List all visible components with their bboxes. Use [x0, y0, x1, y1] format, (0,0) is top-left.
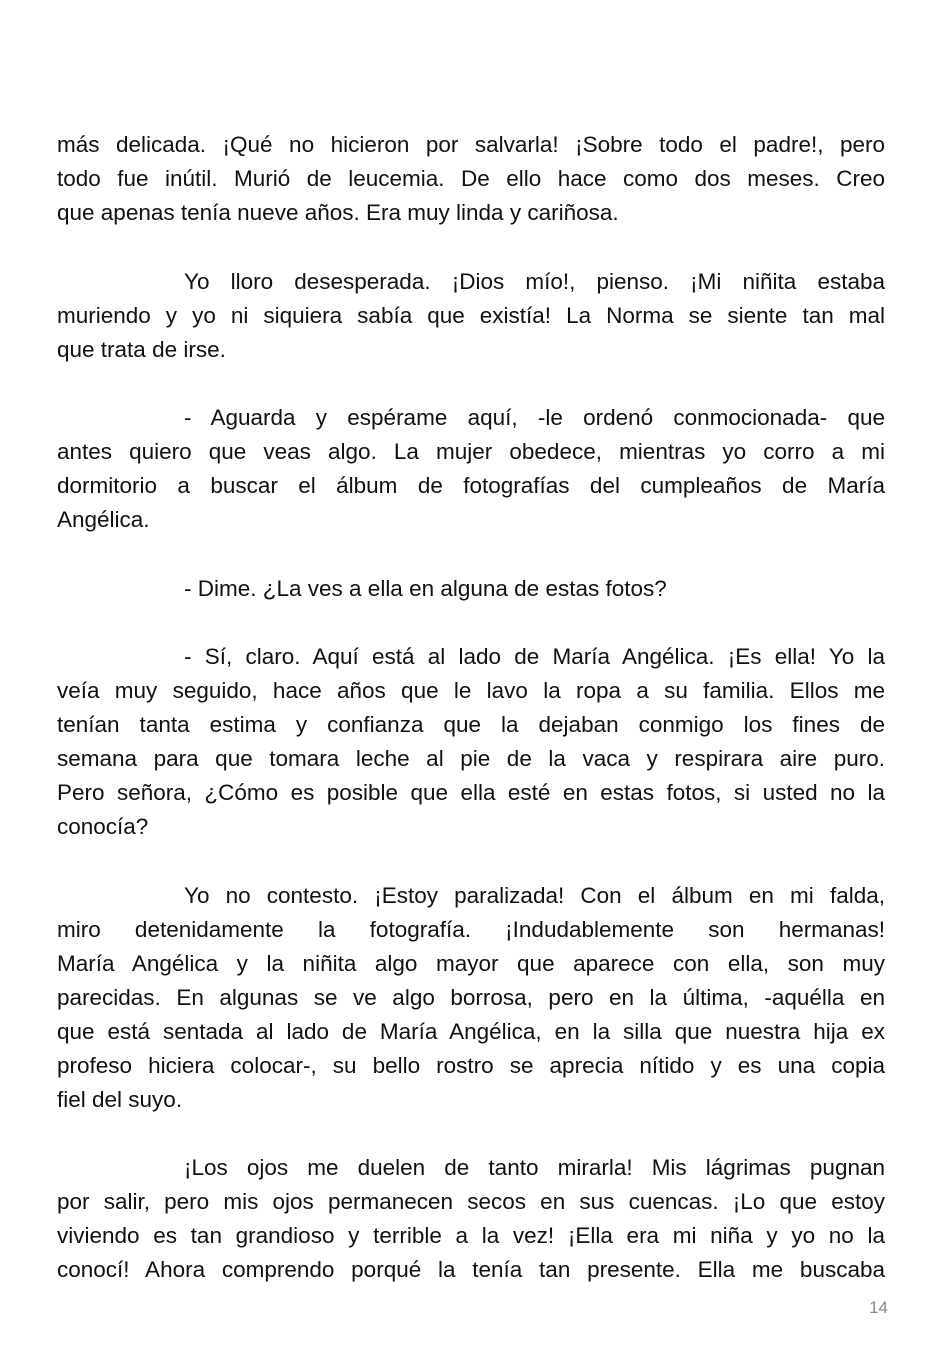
text-line: conocía? [57, 814, 149, 839]
paragraph [57, 265, 885, 367]
text-line: todo fue inútil. Murió de leucemia. De ello hace como dos meses. Creo [57, 166, 885, 191]
paragraph [57, 401, 885, 537]
paragraph [57, 640, 885, 844]
text-line: que trata de irse. [57, 336, 226, 362]
text-line: antes quiero que veas algo. La mujer obedece, mientras yo corro a mi [57, 439, 885, 464]
text-line: parecidas. En algunas se ve algo borrosa, pero en la última, -aquélla en [57, 984, 885, 1010]
text-line: semana para que tomara leche al pie de la vaca y respirara aire puro. [57, 746, 885, 771]
paragraph [57, 572, 885, 606]
text-line: - Sí, claro. Aquí está al lado de María Angélica. ¡Es ella! Yo la [184, 644, 885, 669]
text-line: veía muy seguido, hace años que le lavo la ropa a su familia. Ellos me [57, 678, 885, 703]
text-line: ¡Los ojos me duelen de tanto mirarla! Mis lágrimas pugnan [184, 1155, 885, 1180]
text-line: Pero señora, ¿Cómo es posible que ella esté en estas fotos, si usted no la [57, 780, 885, 805]
paragraph [57, 128, 885, 230]
text-line: que apenas tenía nueve años. Era muy linda y cariñosa. [57, 200, 619, 225]
text-line: María Angélica y la niñita algo mayor que aparece con ella, son muy [57, 950, 885, 976]
text-line: Yo no contesto. ¡Estoy paralizada! Con el álbum en mi falda, [184, 882, 885, 908]
text-line: miro detenidamente la fotografía. ¡Indudablemente son hermanas! [57, 916, 885, 942]
text-line: por salir, pero mis ojos permanecen secos en sus cuencas. ¡Lo que estoy [57, 1189, 885, 1214]
text-line: muriendo y yo ni siquiera sabía que existía! La Norma se siente tan mal [57, 302, 885, 328]
text-line: más delicada. ¡Qué no hicieron por salvarla! ¡Sobre todo el padre!, pero [57, 132, 885, 157]
text-line: dormitorio a buscar el álbum de fotografías del cumpleaños de María [57, 473, 885, 498]
text-line: conocí! Ahora comprendo porqué la tenía tan presente. Ella me buscaba [57, 1257, 885, 1282]
page-number: 14 [869, 1298, 888, 1317]
paragraph [57, 879, 885, 1117]
text-line: tenían tanta estima y confianza que la dejaban conmigo los fines de [57, 712, 885, 737]
text-line: que está sentada al lado de María Angélica, en la silla que nuestra hija ex [57, 1018, 885, 1044]
text-line: profeso hiciera colocar-, su bello rostro se aprecia nítido y es una copia [57, 1052, 885, 1078]
paragraph [57, 1151, 885, 1287]
text-line: - Dime. ¿La ves a ella en alguna de estas fotos? [184, 575, 667, 601]
text-line: Yo lloro desesperada. ¡Dios mío!, pienso. ¡Mi niñita estaba [184, 268, 885, 294]
text-line: viviendo es tan grandioso y terrible a la vez! ¡Ella era mi niña y yo no la [57, 1223, 885, 1248]
text-line: Angélica. [57, 507, 150, 532]
text-line: fiel del suyo. [57, 1086, 183, 1112]
text-line: - Aguarda y espérame aquí, -le ordenó conmocionada- que [184, 405, 885, 430]
page-body [57, 128, 885, 1322]
